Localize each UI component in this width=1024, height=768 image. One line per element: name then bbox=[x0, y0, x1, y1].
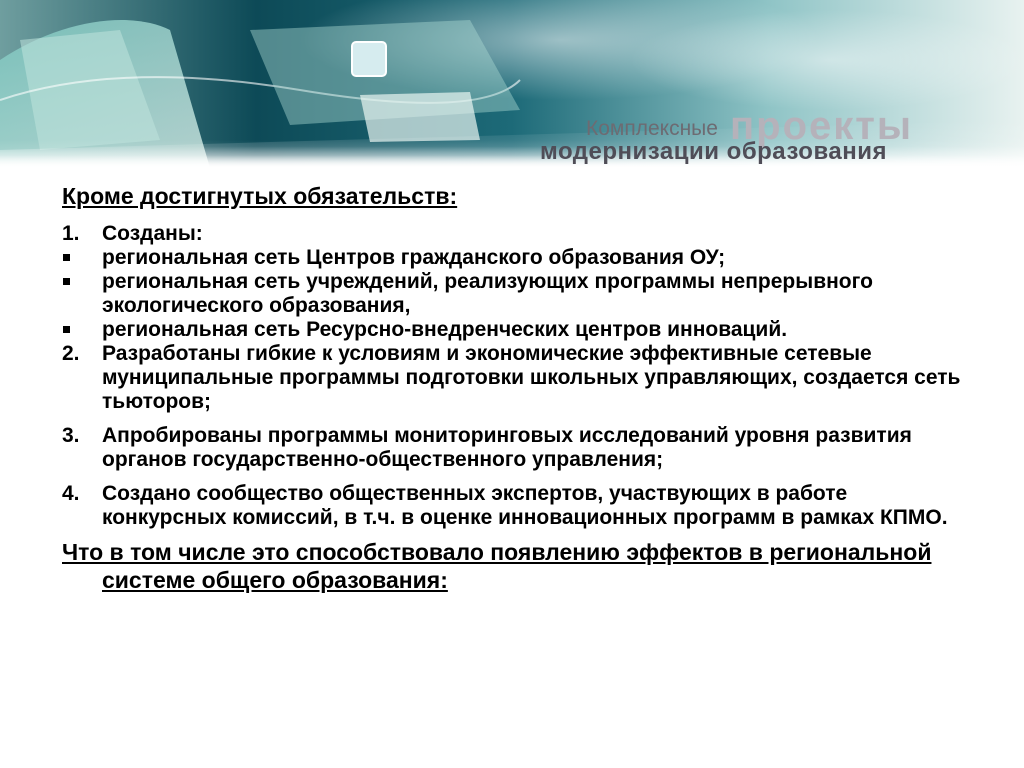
logo-line2: модернизации образования bbox=[540, 138, 887, 165]
project-logo bbox=[540, 104, 960, 165]
closing-text: Что в том числе это способствовало появлению эффектов в региональной системе общего образования: bbox=[62, 539, 932, 593]
list-item-4 bbox=[62, 482, 962, 530]
bullet-text: региональная сеть учреждений, реализующих программы непрерывного экологического образования, bbox=[102, 270, 873, 317]
list-item-3 bbox=[62, 424, 962, 472]
header-banner bbox=[0, 0, 1024, 168]
logo-line1: Комплексные bbox=[586, 117, 718, 140]
list-item-text: Создано сообщество общественных экспертов, участвующих в работе конкурсных комиссий, в т.ч. в оценке инновационных программ в рамках КПМО. bbox=[102, 482, 948, 529]
slide-content bbox=[62, 182, 962, 594]
bullet-text: региональная сеть Центров гражданского образования ОУ; bbox=[102, 246, 726, 269]
bullet-item bbox=[62, 318, 962, 342]
closing-question bbox=[62, 538, 962, 594]
square-bullet-icon bbox=[62, 270, 102, 318]
list-marker: 2. bbox=[62, 342, 80, 365]
square-bullet-icon bbox=[62, 246, 102, 270]
list-marker: 4. bbox=[62, 482, 80, 505]
list-item-text: Созданы: bbox=[102, 222, 203, 245]
list-marker: 3. bbox=[62, 424, 80, 447]
list-item-text: Разработаны гибкие к условиям и экономические эффективные сетевые муниципальные программы подготовки школьных управляющих, создается сеть тьюторов; bbox=[102, 342, 961, 413]
list-item-1 bbox=[62, 222, 962, 246]
bullet-item bbox=[62, 270, 962, 318]
list-item-text: Апробированы программы мониторинговых исследований уровня развития органов государственно-общественного управления; bbox=[102, 424, 912, 471]
list-marker: 1. bbox=[62, 222, 80, 245]
slide-heading: Кроме достигнутых обязательств: bbox=[62, 183, 458, 209]
list-item-2 bbox=[62, 342, 962, 414]
square-bullet-icon bbox=[62, 318, 102, 342]
bullet-text: региональная сеть Ресурсно-внедренческих центров инноваций. bbox=[102, 318, 788, 341]
logo-big-word: проекты bbox=[730, 104, 914, 148]
bullet-item bbox=[62, 246, 962, 270]
